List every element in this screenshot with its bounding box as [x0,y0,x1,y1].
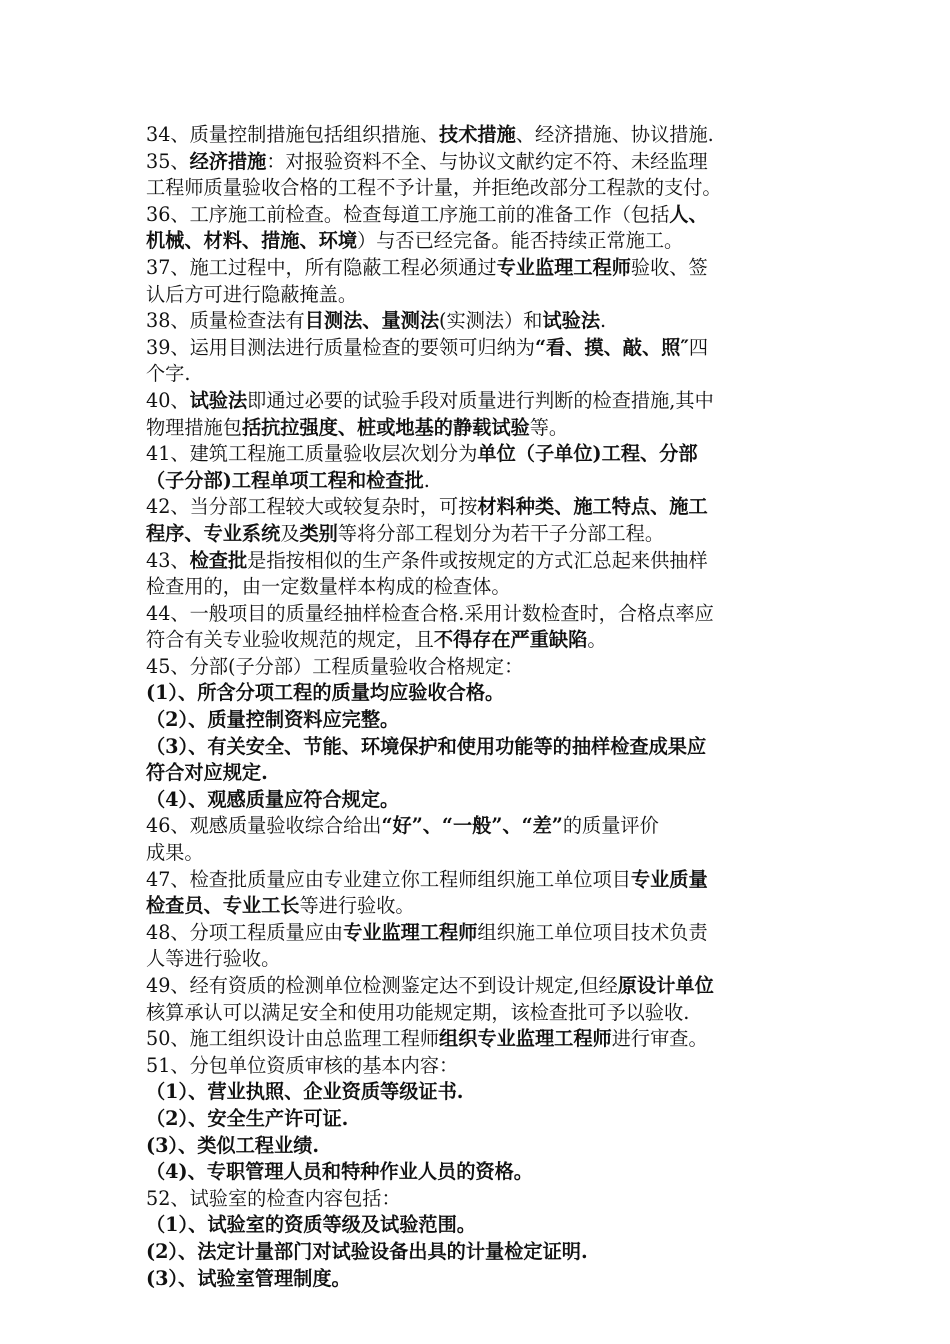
text: 45、分部(子分部）工程质量验收合格规定： [146,654,524,678]
bold-text: 组织专业监理工程师 [439,1027,612,1051]
text-line [146,468,810,495]
text: 48、分项工程质量应由 [146,920,344,944]
text: 46、观感质量验收综合给出 [146,814,382,838]
bold-text: 人、 [669,202,708,226]
text-line [146,973,810,1000]
bold-text: (3）、试验室管理制度。 [146,1266,351,1290]
text: 及 [280,521,300,545]
item-q43 [146,548,810,601]
text-line [146,282,810,309]
item-q49 [146,973,810,1026]
item-q50 [146,1026,810,1053]
text: 34、质量控制措施包括组织措施、 [146,123,440,146]
text: 等进行验收。 [299,894,415,918]
text-line [146,1133,810,1160]
bold-text: 经济措施 [189,149,267,173]
text: 52、试验室的检查内容包括： [146,1186,401,1210]
text: ）与否已经完备。能否持续正常施工。 [357,229,684,253]
text-line [146,255,810,282]
item-q48 [146,920,810,973]
item-q44 [146,601,810,654]
bold-text: (2）、法定计量部门对试验设备出具的计量检定证明. [146,1239,588,1263]
text-line [146,867,810,894]
text-line [146,920,810,947]
bold-text: 原设计单位 [617,974,714,997]
text: 检查用的，由一定数量样本构成的检查体。 [146,575,511,599]
text: 44、一般项目的质量经抽样检查合格.采用计数检查时，合格点率应 [146,601,714,625]
text: 。 [587,628,607,652]
text-line [146,1239,810,1266]
text-line [146,1026,810,1053]
text: 35、 [146,149,190,173]
text-line [146,1159,810,1186]
text-line [146,1212,810,1239]
text: 工程师质量验收合格的工程不予计量，并拒绝改部分工程款的支付。 [146,176,722,200]
text-line [146,1000,810,1027]
item-q37 [146,255,810,308]
bold-text: “看、摸、敲、照″ [534,335,689,359]
text: 组织施工单位项目技术负责 [477,920,708,944]
bold-text: 专业监理工程师 [343,920,478,944]
text-line [146,787,810,814]
item-q42 [146,494,810,547]
text: 进行审查。 [611,1027,708,1051]
text-line [146,122,810,149]
text-line [146,415,810,442]
text: 物理措施包 [146,415,242,439]
bold-text: （4）、观感质量应符合规定。 [146,787,400,811]
bold-text: 机械、材料、措施、环境 [146,229,358,253]
text-line [146,654,810,681]
text: 等。 [529,415,569,439]
text-line [146,521,810,548]
text: 验收、签 [630,255,708,279]
text: 49、经有资质的检测单位检测鉴定达不到设计规定,但经 [146,974,618,997]
text-line [146,1266,810,1293]
bold-text: 技术措施 [439,123,516,146]
bold-text: （2）、质量控制资料应完整。 [146,708,400,732]
bold-text: 专业监理工程师 [496,255,631,279]
text-line [146,228,810,255]
bold-text: 试验法 [542,309,601,333]
text-line [146,202,810,229]
item-q38 [146,308,810,335]
item-q39 [146,335,810,388]
text: 个字. [146,362,191,386]
text: . [423,468,430,492]
item-q36 [146,202,810,255]
text-line [146,1186,810,1213]
item-q52 [146,1186,810,1292]
text-line [146,308,810,335]
text-line [146,548,810,575]
text-line [146,760,810,787]
text-line [146,707,810,734]
text: 的质量评价 [562,814,659,838]
item-q41 [146,441,810,494]
text: 40、 [146,388,190,412]
text-line [146,946,810,973]
text-line [146,574,810,601]
text: 47、检查批质量应由专业建立你工程师组织施工单位项目 [146,867,631,891]
text-line [146,813,810,840]
text: 39、运用目测法进行质量检查的要领可归纳为 [146,335,535,359]
text: 43、 [146,548,190,572]
item-q51 [146,1053,810,1186]
text: 成果。 [146,841,204,865]
bold-text: 目测法、量测法 [304,309,440,333]
text-line [146,175,810,202]
text-line [146,840,810,867]
bold-text: 检查批 [189,548,248,572]
text-line [146,494,810,521]
bold-text: (1）、所含分项工程的质量均应验收合格。 [146,681,505,705]
text: 51、分包单位资质审核的基本内容： [146,1053,459,1077]
bold-text: “好”、“一般”、“差” [381,814,563,838]
text: 人等进行验收。 [146,947,281,971]
bold-text: 类别 [299,521,338,545]
text-line [146,441,810,468]
bold-text: （4)、专职管理人员和特种作业人员的资格。 [146,1160,533,1184]
text-line [146,1079,810,1106]
text: 36、工序施工前检查。检查每道工序施工前的准备工作（包括 [146,202,670,226]
text: 41、建筑工程施工质量验收层次划分为 [146,442,478,466]
text: ：对报验资料不全、与协议文献约定不符、未经监理 [266,149,708,173]
text: 50、施工组织设计由总监理工程师 [146,1027,440,1051]
bold-text: （1）、试验室的资质等级及试验范围。 [146,1213,476,1237]
text: 认后方可进行隐蔽掩盖。 [146,282,358,306]
text-line [146,1106,810,1133]
item-q45 [146,654,810,814]
bold-text: 不得存在严重缺陷 [433,628,588,652]
text-line [146,627,810,654]
bold-text: 括抗拉强度、桩或地基的静载试验 [241,415,530,439]
item-q47 [146,867,810,920]
text: 42、当分部工程较大或较复杂时，可按 [146,495,478,519]
text-line [146,388,810,415]
text: 四 [688,335,709,359]
text: 38、质量检查法有 [146,309,305,333]
text-line [146,893,810,920]
text: . [600,309,607,333]
text: 等将分部工程划分为若干子分部工程。 [337,521,665,545]
bold-text: 单位（子单位)工程、分部 [477,442,698,466]
bold-text: （子分部)工程单项工程和检查批 [146,468,424,492]
text-line [146,335,810,362]
item-q40 [146,388,810,441]
bold-text: 程序、专业系统 [146,521,281,545]
bold-text: 符合对应规定. [146,761,268,785]
item-q46 [146,813,810,866]
bold-text: 试验法 [189,388,248,412]
text: 核算承认可以满足安全和使用功能规定期，该检查批可予以验收. [146,1000,690,1024]
text: 、经济措施、协议措施. [515,123,714,146]
text-line [146,734,810,761]
text: 符合有关专业验收规范的规定，且 [146,628,434,652]
text-line [146,1053,810,1080]
bold-text: （2）、安全生产许可证. [146,1106,349,1130]
text-line [146,601,810,628]
item-q34 [146,122,810,149]
text: (实测法）和 [439,309,543,333]
bold-text: （1）、营业执照、企业资质等级证书. [146,1080,464,1104]
text: 是指按相似的生产条件或按规定的方式汇总起来供抽样 [247,548,708,572]
text: 37、施工过程中，所有隐蔽工程必须通过 [146,255,497,279]
bold-text: 专业质量 [630,867,708,891]
bold-text: （3）、有关安全、节能、环境保护和使用功能等的抽样检查成果应 [146,734,707,758]
text-line [146,361,810,388]
bold-text: 材料种类、施工特点、施工 [477,495,708,519]
item-q35 [146,149,810,202]
text-line [146,680,810,707]
text-line [146,149,810,176]
document-body [146,122,810,1292]
text: 即通过必要的试验手段对质量进行判断的检查措施,其中 [247,388,714,412]
bold-text: 检查员、专业工长 [146,894,300,918]
bold-text: (3）、类似工程业绩. [146,1133,320,1157]
